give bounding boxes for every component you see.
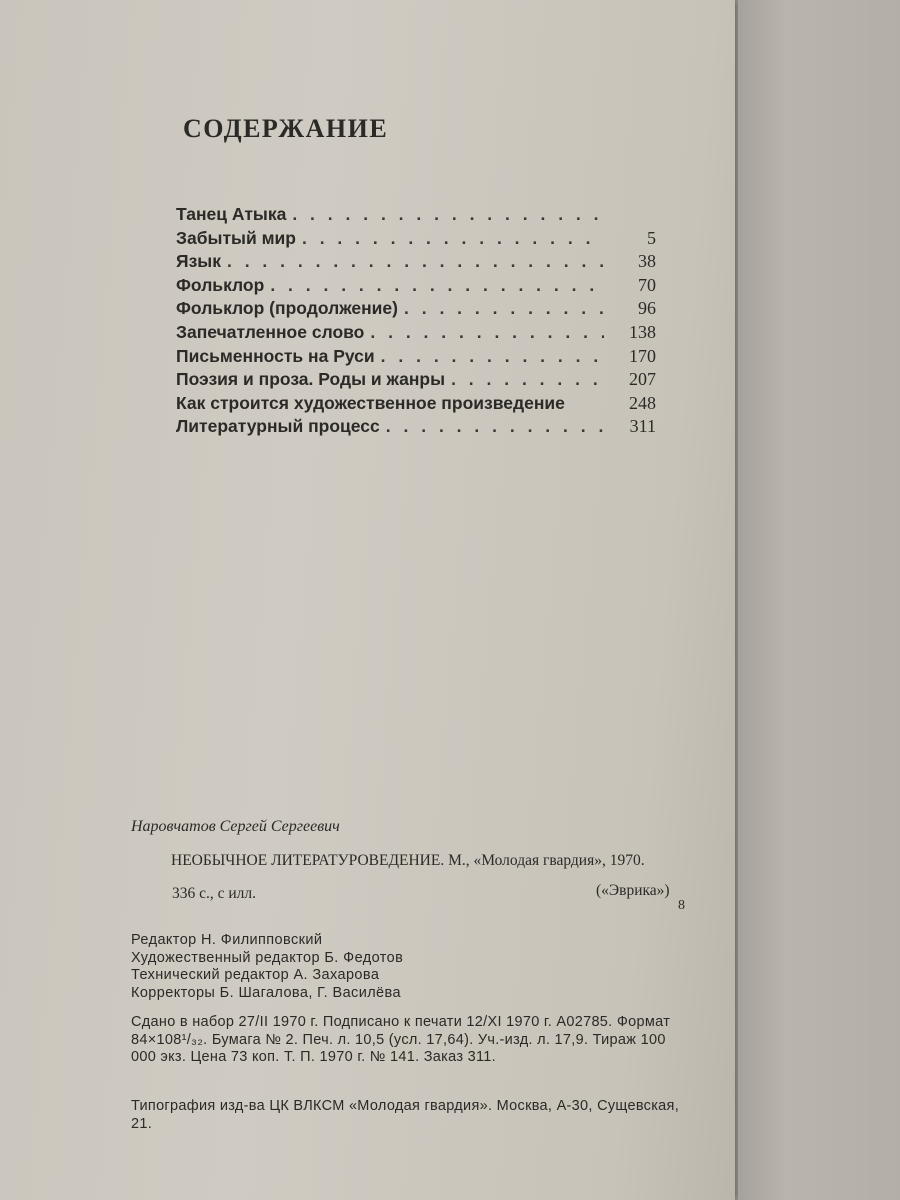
- editorial-credits: [131, 932, 403, 1002]
- dot-leader: [451, 369, 604, 390]
- toc-title: Забытый мир: [176, 227, 296, 248]
- toc-page: 5: [647, 227, 656, 248]
- dot-leader: [302, 228, 604, 249]
- dot-leader: [292, 204, 604, 225]
- toc-page: 311: [629, 416, 656, 437]
- toc-page: 207: [629, 369, 656, 390]
- author-name: Наровчатов Сергей Сергеевич: [131, 818, 340, 835]
- toc-title: Язык: [176, 251, 221, 272]
- toc-entry: [176, 204, 656, 228]
- toc-page: 138: [629, 321, 656, 342]
- dot-leader: [381, 346, 604, 367]
- classification-code: 8: [678, 898, 685, 913]
- dot-leader: [370, 322, 604, 343]
- toc-entry: [176, 416, 656, 440]
- toc-entry: [176, 298, 656, 322]
- toc-entry: [176, 346, 656, 370]
- credit-line: Технический редактор А. Захарова: [131, 967, 380, 983]
- toc-title: Поэзия и проза. Роды и жанры: [176, 369, 446, 390]
- printer-info: Типография изд-ва ЦК ВЛКСМ «Молодая гвардия». Москва, А-30, Сущевская, 21.: [131, 1098, 680, 1132]
- toc-entry: [176, 275, 656, 299]
- toc-title: Литературный процесс: [176, 416, 380, 437]
- contents-heading: СОДЕРЖАНИЕ: [183, 114, 389, 143]
- toc-entry: [176, 369, 656, 393]
- dot-leader: [386, 416, 604, 437]
- toc-entry: [176, 228, 656, 252]
- toc-title: Запечатленное слово: [176, 321, 365, 342]
- toc-page: 70: [638, 274, 656, 295]
- imprint-details: Сдано в набор 27/II 1970 г. Подписано к печати 12/XI 1970 г. А02785. Формат 84×108¹/₃₂. Бумага № 2. Печ. л. 10,5 (усл. 17,64). Уч.-изд. л. 17,9. Тираж 100 000 экз. Цена 73 коп. Т. П. 1970 г. № 141. Заказ 311.: [131, 1014, 671, 1065]
- toc-title: Как строится художественное произведение: [176, 392, 565, 413]
- toc-title: Танец Атыка: [176, 204, 287, 224]
- toc-page: 248: [629, 392, 656, 413]
- dot-leader: [404, 298, 604, 319]
- credit-line: Корректоры Б. Шагалова, Г. Василёва: [131, 984, 401, 1001]
- toc-title: Фольклор: [176, 274, 265, 295]
- page-count: 336 с., с илл.: [172, 885, 257, 902]
- toc-entry: [176, 251, 656, 275]
- dot-leader: [227, 251, 604, 272]
- toc-title: Фольклор (продолжение): [176, 298, 398, 319]
- series-name: («Эврика»): [596, 882, 670, 899]
- book-description: НЕОБЫЧНОЕ ЛИТЕРАТУРОВЕДЕНИЕ. М., «Молодая гвардия», 1970.: [171, 852, 645, 869]
- toc-entry: [176, 393, 656, 417]
- table-of-contents: [176, 204, 656, 440]
- toc-page: 96: [638, 298, 656, 319]
- toc-page: 170: [629, 345, 656, 366]
- toc-page: 38: [638, 251, 656, 272]
- adjacent-page-edge: [738, 0, 900, 1200]
- credit-line: Художественный редактор Б. Федотов: [131, 949, 404, 966]
- credit-line: Редактор Н. Филипповский: [131, 932, 323, 948]
- toc-title: Письменность на Руси: [176, 345, 375, 366]
- dot-leader: [270, 275, 604, 296]
- toc-entry: [176, 322, 656, 346]
